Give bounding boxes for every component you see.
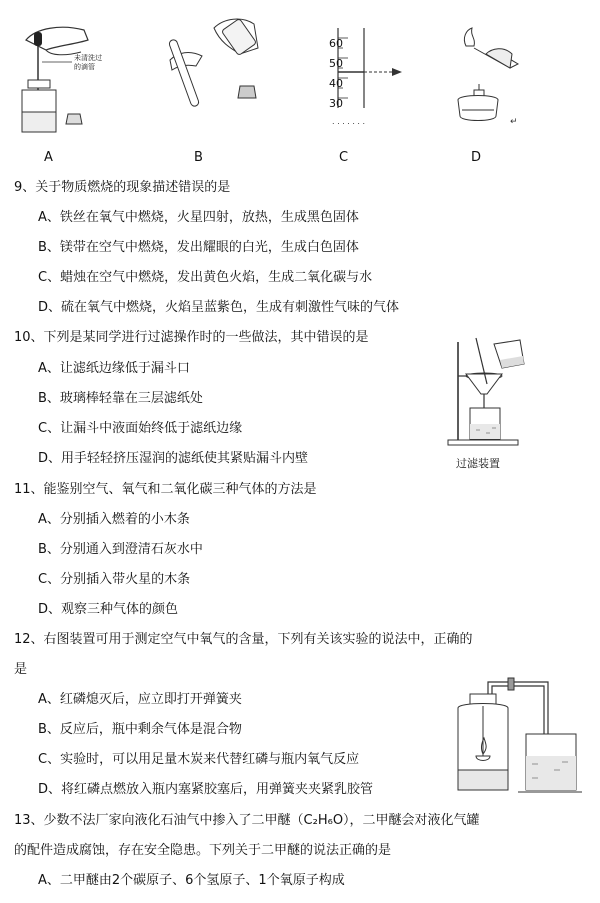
dropper-note-line2: 的滴管 — [74, 63, 95, 71]
question-12-stem-line2: 是 — [14, 662, 28, 677]
question-13-option-a: A、二甲醚由2个碳原子、6个氢原子、1个氧原子构成 — [38, 873, 345, 888]
question-10-option-a: A、让滤纸边缘低于漏斗口 — [38, 361, 190, 376]
figure-label-d: D — [471, 150, 482, 165]
question-11-option-b: B、分别通入到澄清石灰水中 — [38, 542, 203, 557]
question-12-option-b: B、反应后，瓶中剩余气体是混合物 — [38, 722, 242, 737]
filtration-caption: 过滤装置 — [456, 457, 500, 470]
tick-50: 50 — [329, 57, 343, 70]
filtration-apparatus-illustration — [440, 336, 540, 448]
dropper-note — [74, 54, 102, 72]
question-12-option-d: D、将红磷点燃放入瓶内塞紧胶塞后，用弹簧夹夹紧乳胶管 — [38, 782, 374, 797]
question-9-option-b: B、镁带在空气中燃烧，发出耀眼的白光，生成白色固体 — [38, 240, 359, 255]
figure-a-dropper-bottle — [6, 10, 116, 140]
question-12-option-a: A、红磷熄灭后，应立即打开弹簧夹 — [38, 692, 242, 707]
oxygen-content-apparatus-illustration — [448, 664, 588, 804]
question-13-stem-line2: 的配件造成腐蚀，存在安全隐患。下列关于二甲醚的说法正确的是 — [14, 843, 392, 858]
tick-30: 30 — [329, 97, 343, 110]
question-10-option-b: B、玻璃棒轻靠在三层滤纸处 — [38, 391, 203, 406]
cylinder-tick-labels — [329, 34, 343, 114]
figure-label-b: B — [194, 150, 203, 165]
dropper-note-line1: 未清洗过 — [74, 54, 102, 62]
figure-d-alcohol-lamp — [440, 24, 530, 134]
tick-40: 40 — [329, 77, 343, 90]
svg-text:. . . . . . .: . . . . . . . — [332, 117, 366, 126]
question-9-option-c: C、蜡烛在空气中燃烧，发出黄色火焰，生成二氧化碳与水 — [38, 270, 373, 285]
question-11-option-a: A、分别插入燃着的小木条 — [38, 512, 190, 527]
tick-60: 60 — [329, 37, 343, 50]
figure-label-a: A — [44, 150, 53, 165]
question-11-option-d: D、观察三种气体的颜色 — [38, 602, 179, 617]
figure-label-c: C — [339, 150, 349, 165]
question-13-stem-line1: 13、少数不法厂家向液化石油气中掺入了二甲醚（C₂H₆O），二甲醚会对液化气罐 — [14, 813, 480, 828]
figure-row — [0, 0, 600, 172]
question-9-option-a: A、铁丝在氧气中燃烧，火星四射，放热，生成黑色固体 — [38, 210, 359, 225]
question-10-option-d: D、用手轻轻挤压湿润的滤纸使其紧贴漏斗内壁 — [38, 451, 309, 466]
question-9-option-d: D、硫在氧气中燃烧，火焰呈蓝紫色，生成有刺激性气味的气体 — [38, 300, 400, 315]
question-11-stem: 11、能鉴别空气、氧气和二氧化碳三种气体的方法是 — [14, 482, 317, 497]
question-12-option-c: C、实验时，可以用足量木炭来代替红磷与瓶内氧气反应 — [38, 752, 360, 767]
question-10-stem: 10、下列是某同学进行过滤操作时的一些做法，其中错误的是 — [14, 330, 369, 345]
svg-text:↵: ↵ — [510, 117, 518, 127]
question-12-stem-line1: 12、右图装置可用于测定空气中氧气的含量，下列有关该实验的说法中，正确的 — [14, 632, 473, 647]
question-10-option-c: C、让漏斗中液面始终低于滤纸边缘 — [38, 421, 243, 436]
figure-b-pouring-tube — [150, 8, 270, 118]
question-9-stem: 9、关于物质燃烧的现象描述错误的是 — [14, 180, 231, 195]
question-11-option-c: C、分别插入带火星的木条 — [38, 572, 191, 587]
